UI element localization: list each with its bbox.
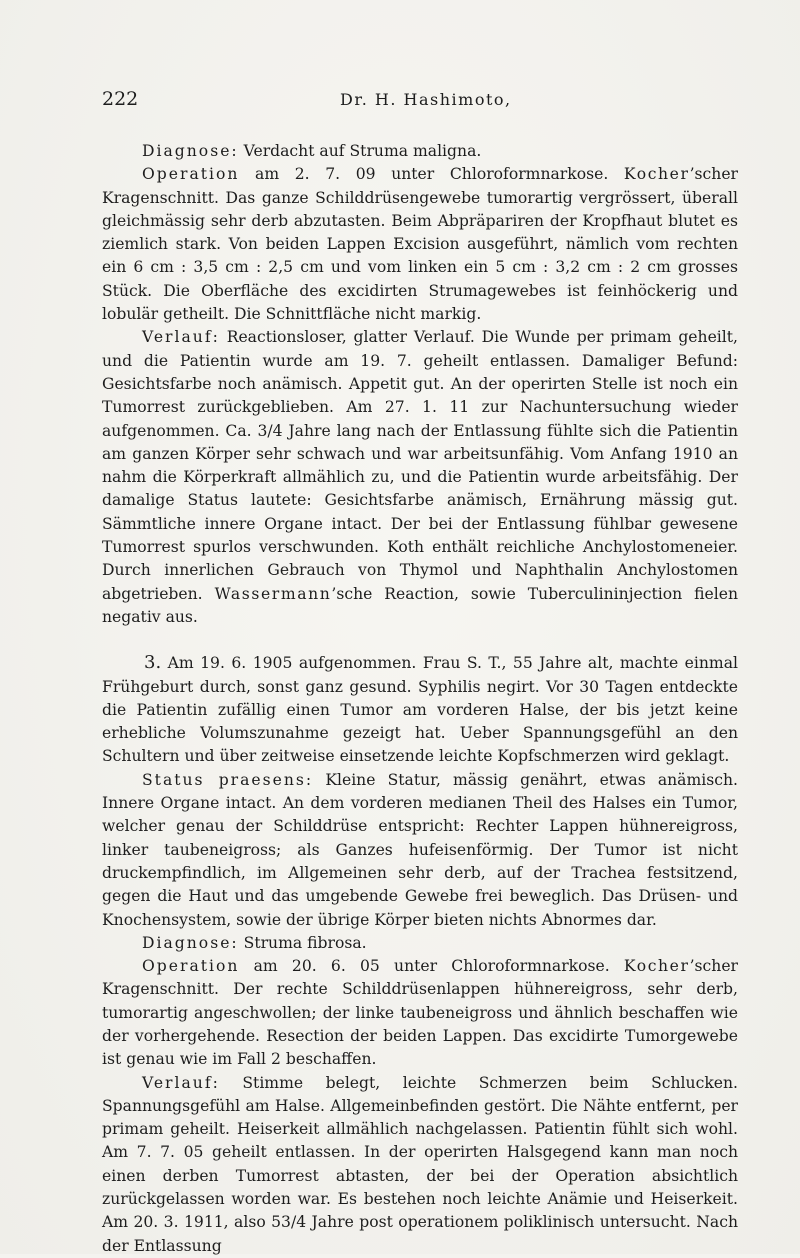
paragraph-text-cont: ’scher Kragenschnitt. Das ganze Schilddrüsengewebe tumorartig vergrössert, überall gleichmässig sehr derb abzutasten. Beim Abpräpariren der Kropfhaut blutet es ziemlich stark. Von beiden Lappen Excision ausgeführt, nämlich vom rechten ein 6 cm : 3,5 cm : 2,5 cm und vom linken ein 5 cm : 3,2 cm : 2 cm grosses Stück. Die Oberfläche des excidirten Strumagewebes ist feinhöckerig und lobulär getheilt. Die Schnittfläche nicht markig. [102,165,738,324]
person-name: Wassermann [214,584,332,603]
paragraph-lead: Operation [142,165,240,184]
case-number: 3. [144,652,162,674]
page-header [100,88,740,118]
paragraph-text: Struma fibrosa. [238,933,367,952]
paragraph-text: am 20. 6. 05 unter Chloroformnarkose. [239,957,624,976]
paragraph-lead: Diagnose: [142,142,239,160]
paragraph-lead: Status praesens: [142,770,314,789]
paragraph-operation-2 [102,955,738,1071]
page-number: 222 [102,88,139,110]
person-name: Kocher [623,957,690,976]
paragraph-status-praesens [102,769,738,932]
paragraph-lead: Verlauf: [142,328,220,347]
person-name: Kocher [623,165,690,184]
paragraph-text-cont: ’sche Reaction, sowie Tuberculininjection fielen negativ aus. [102,584,738,626]
paragraph-text: Am 19. 6. 1905 aufgenommen. Frau S. T., 55 Jahre alt, machte einmal Frühgeburt durch, sonst ganz gesund. Syphilis negirt. Vor 30 Tagen entdeckte die Patientin zufällig einen Tumor am vorderen Halse, der bis jetzt keine erhebliche Volumszunahme gezeigt hat. Ueber Spannungsgefühl an den Schultern und über zeitweise einsetzende leichte Kopfschmerzen wird geklagt. [102,654,738,766]
page-body [102,140,738,1258]
paragraph-verlauf-2 [102,1072,738,1258]
paragraph-case-3 [102,651,738,768]
paragraph-text-cont: ’scher Kragenschnitt. Der rechte Schilddrüsenlappen hühnereigross, sehr derb, tumorartig angeschwollen; der linke taubeneigross und ähnlich beschaffen wie der vorhergehende. Resection der beiden Lappen. Das excidirte Tumorgewebe ist genau wie im Fall 2 beschaffen. [102,957,738,1069]
paragraph-lead: Verlauf: [142,1073,220,1092]
paragraph-text: Reactionsloser, glatter Verlauf. Die Wunde per primam geheilt, und die Patientin wurde am 19. 7. geheilt entlassen. Damaliger Befund: Gesichtsfarbe noch anämisch. Appetit gut. An der operirten Stelle ist noch ein Tumorrest zurückgeblieben. Am 27. 1. 11 zur Nachuntersuchung wieder aufgenommen. Ca. 3/4 Jahre lang nach der Entlassung fühlte sich die Patientin am ganzen Körper sehr schwach und war arbeitsunfähig. Vom Anfang 1910 an nahm die Körperkraft allmählich zu, und die Patientin wurde arbeitsfähig. Der damalige Status lautete: Gesichtsfarbe anämisch, Ernährung mässig gut. Sämmtliche innere Organe intact. Der bei der Entlassung fühlbar gewesene Tumorrest spurlos verschwunden. Koth enthält reichliche Anchylostomeneier. Durch innerlichen Gebrauch von Thymol und Naphthalin Anchylostomen abgetrieben. [102,328,738,603]
paragraph-verlauf-1 [102,326,738,629]
paragraph-diagnose-1 [102,140,738,163]
paragraph-text: am 2. 7. 09 unter Chloroformnarkose. [239,165,624,184]
paragraph-text: Stimme belegt, leichte Schmerzen beim Schlucken. Spannungsgefühl am Halse. Allgemeinbefinden gestört. Die Nähte entfernt, per primam geheilt. Heiserkeit allmählich nachgelassen. Patientin fühlt sich wohl. Am 7. 7. 05 geheilt entlassen. In der operirten Halsgegend kann man noch einen derben Tumorrest abtasten, der bei der Operation absichtlich zurückgelassen worden war. Es bestehen noch leichte Anämie und Heiserkeit. Am 20. 3. 1911, also 53/4 Jahre post operationem poliklinisch untersucht. Nach der Entlassung [102,1073,738,1255]
paragraph-lead: Operation [142,957,240,976]
paragraph-diagnose-2 [102,932,738,955]
paragraph-lead: Diagnose: [142,933,239,952]
paragraph-text: Kleine Statur, mässig genährt, etwas anämisch. Innere Organe intact. An dem vorderen medianen Theil des Halses ein Tumor, welcher genau der Schilddrüse entspricht: Rechter Lappen hühnereigross, linker taubeneigross; als Ganzes hufeisenförmig. Der Tumor ist nicht druckempfindlich, im Allgemeinen sehr derb, auf der Trachea festsitzend, gegen die Haut und das umgebende Gewebe frei beweglich. Das Drüsen- und Knochensystem, sowie der übrige Körper bieten nichts Abnormes dar. [102,770,738,929]
paragraph-text: Verdacht auf Struma maligna. [238,142,482,160]
running-title: Dr. H. Hashimoto, [340,90,512,109]
paragraph-operation-1 [102,163,738,326]
